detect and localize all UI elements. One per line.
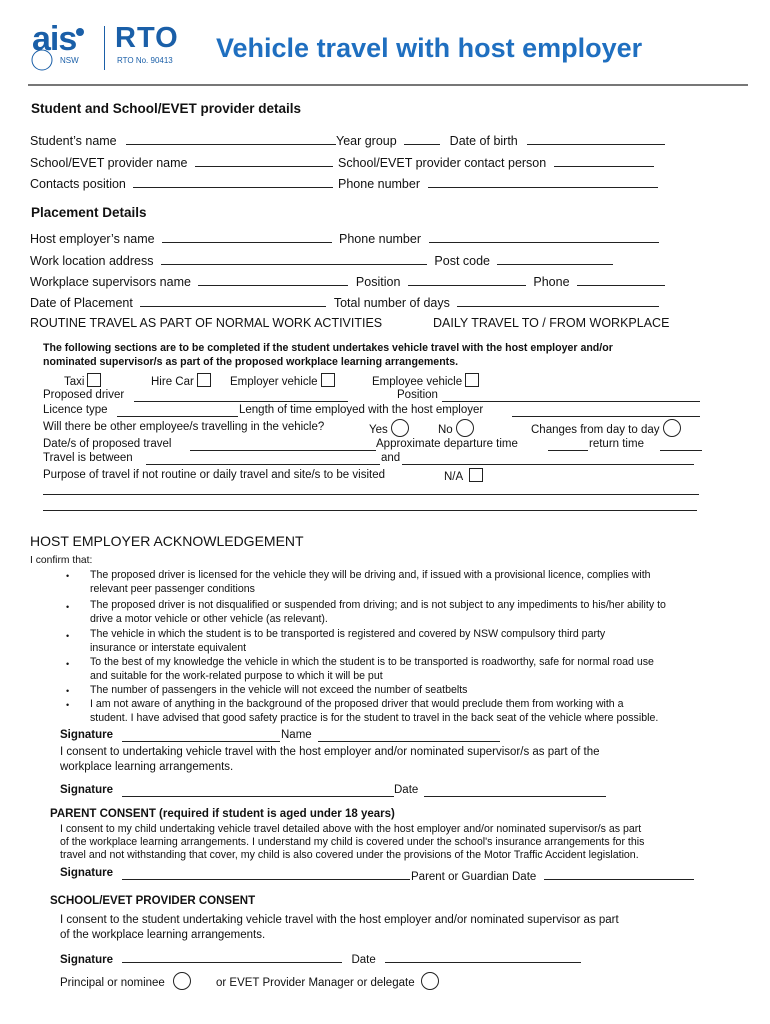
ack-bullet-1-line1: The proposed driver is licensed for the vehicle they will be driving and, if issued with a provisional licence, complies with bbox=[90, 569, 651, 581]
student-signature-label: Signature bbox=[60, 784, 114, 796]
supervisors-name-field[interactable] bbox=[198, 273, 348, 286]
ack-heading: HOST EMPLOYER ACKNOWLEDGEMENT bbox=[30, 533, 304, 549]
ack-bullet-3-line2: insurance or interstate equivalent bbox=[90, 642, 247, 654]
total-days-label: Total number of days bbox=[333, 296, 450, 310]
school-signature-field[interactable] bbox=[122, 950, 342, 963]
evet-manager-label: or EVET Provider Manager or delegate bbox=[216, 977, 415, 989]
host-name-field[interactable] bbox=[318, 741, 500, 742]
school-date-field[interactable] bbox=[385, 950, 581, 963]
phone-number-row bbox=[338, 175, 658, 191]
hire-car-option bbox=[151, 373, 211, 388]
employee-vehicle-option bbox=[372, 373, 479, 388]
ack-bullet-2-line2: drive a motor vehicle or other vehicle (as relevant). bbox=[90, 613, 328, 625]
return-time-field[interactable] bbox=[660, 450, 702, 451]
yes-radio[interactable] bbox=[391, 419, 409, 437]
host-phone-row bbox=[339, 230, 659, 246]
parent-line2: of the workplace learning arrangements. I understand my child is covered under the school's insurance arrangements for this bbox=[60, 836, 645, 848]
travel-instruction-line1: The following sections are to be completed if the student undertakes vehicle travel with the host employer and/or bbox=[43, 342, 613, 354]
no-label: No bbox=[438, 424, 453, 436]
purpose-field-line1[interactable] bbox=[43, 494, 699, 495]
employer-vehicle-option bbox=[230, 373, 335, 388]
approx-departure-label: Approximate departure time bbox=[376, 438, 518, 450]
year-group-label: Year group bbox=[336, 134, 397, 148]
school-contact-row bbox=[338, 154, 654, 170]
total-days-field[interactable] bbox=[457, 294, 659, 307]
supervisors-name-label: Workplace supervisors name bbox=[30, 275, 191, 289]
taxi-option bbox=[64, 373, 101, 388]
school-line1: I consent to the student undertaking vehicle travel with the host employer and/or nominated supervisor as part bbox=[60, 914, 619, 926]
school-heading: SCHOOL/EVET PROVIDER CONSENT bbox=[50, 895, 256, 907]
parent-signature-label: Signature bbox=[60, 867, 114, 879]
host-phone-field[interactable] bbox=[429, 230, 659, 243]
student-date-field[interactable] bbox=[424, 796, 606, 797]
bullet-marker: • bbox=[66, 686, 70, 696]
bullet-marker: • bbox=[66, 659, 70, 669]
hire-car-checkbox[interactable] bbox=[197, 373, 211, 387]
driver-position-field[interactable] bbox=[442, 401, 700, 402]
student-section-heading: Student and School/EVET provider details bbox=[31, 101, 302, 116]
na-checkbox[interactable] bbox=[469, 468, 483, 482]
parent-line3: travel and not withstanding that cover, my child is also covered under the provisions of the Motor Traffic Accident legislation. bbox=[60, 849, 639, 861]
na-label: N/A bbox=[444, 471, 464, 483]
travel-between-label: Travel is between bbox=[43, 452, 133, 464]
evet-manager-option bbox=[216, 972, 439, 990]
hire-car-label: Hire Car bbox=[151, 376, 194, 388]
date-of-birth-label: Date of birth bbox=[449, 134, 518, 148]
school-signature-row bbox=[60, 950, 581, 966]
parent-line1: I consent to my child undertaking vehicle travel detailed above with the host employer and/or nominated supervisor/s as part bbox=[60, 823, 642, 835]
ack-bullet-3-line1: The vehicle in which the student is to be transported is registered and covered by NSW compulsory third party bbox=[90, 628, 606, 640]
students-name-field[interactable] bbox=[126, 132, 336, 145]
host-signature-field[interactable] bbox=[122, 741, 280, 742]
ais-logo-sub: NSW bbox=[60, 56, 79, 65]
return-time-label: return time bbox=[589, 438, 644, 450]
school-provider-contact-field[interactable] bbox=[554, 154, 654, 167]
host-employer-row bbox=[30, 230, 332, 246]
work-location-label: Work location address bbox=[30, 254, 154, 268]
school-provider-name-label: School/EVET provider name bbox=[30, 156, 188, 170]
licence-type-label: Licence type bbox=[43, 404, 108, 416]
placement-section-heading: Placement Details bbox=[31, 205, 147, 220]
contacts-position-label: Contacts position bbox=[30, 177, 126, 191]
page-title: Vehicle travel with host employer bbox=[216, 33, 643, 63]
date-of-birth-field[interactable] bbox=[527, 132, 665, 145]
rto-logo-text: RTO bbox=[115, 22, 179, 54]
post-code-label: Post code bbox=[434, 254, 490, 268]
routine-travel-option[interactable]: ROUTINE TRAVEL AS PART OF NORMAL WORK ACTIVITIES bbox=[30, 316, 383, 330]
yes-option bbox=[369, 419, 409, 437]
parent-date-label: Parent or Guardian Date bbox=[411, 871, 537, 883]
yes-label: Yes bbox=[369, 424, 388, 436]
na-option bbox=[444, 468, 483, 483]
no-radio[interactable] bbox=[456, 419, 474, 437]
principal-label: Principal or nominee bbox=[60, 977, 165, 989]
school-signature-label: Signature bbox=[60, 954, 114, 966]
parent-signature-field[interactable] bbox=[122, 879, 410, 880]
rto-number: RTO No. 90413 bbox=[117, 56, 173, 65]
dates-proposed-label: Date/s of proposed travel bbox=[43, 438, 172, 450]
host-name-label: Name bbox=[281, 729, 312, 741]
daily-travel-option[interactable]: DAILY TRAVEL TO / FROM WORKPLACE bbox=[433, 316, 670, 330]
evet-manager-radio[interactable] bbox=[421, 972, 439, 990]
work-location-row bbox=[30, 252, 613, 268]
ack-confirm: I confirm that: bbox=[30, 555, 93, 566]
travel-between-field[interactable] bbox=[146, 464, 380, 465]
school-provider-row bbox=[30, 154, 333, 170]
supervisor-phone-label: Phone bbox=[533, 275, 570, 289]
approx-departure-field[interactable] bbox=[548, 450, 588, 451]
ais-logo-text: ais bbox=[32, 20, 77, 58]
school-date-label: Date bbox=[351, 954, 376, 966]
date-placement-row bbox=[30, 294, 659, 310]
purpose-field-line2[interactable] bbox=[43, 510, 697, 511]
phone-number-label: Phone number bbox=[338, 177, 421, 191]
ack-bullet-6-line2: student. I have advised that good safety practice is for the student to travel in the back seat of the vehicle where possible. bbox=[90, 712, 659, 724]
purpose-label: Purpose of travel if not routine or daily travel and site/s to be visited bbox=[43, 469, 385, 481]
year-group-field[interactable] bbox=[404, 132, 440, 145]
changes-label: Changes from day to day bbox=[531, 424, 660, 436]
bullet-marker: • bbox=[66, 700, 70, 710]
date-of-placement-label: Date of Placement bbox=[30, 296, 133, 310]
supervisor-row bbox=[30, 273, 665, 289]
length-employed-field[interactable] bbox=[512, 416, 700, 417]
employee-vehicle-checkbox[interactable] bbox=[465, 373, 479, 387]
post-code-field[interactable] bbox=[497, 252, 613, 265]
ack-bullet-5-line1: The number of passengers in the vehicle will not exceed the number of seatbelts bbox=[90, 684, 468, 696]
driver-position-label: Position bbox=[397, 389, 438, 401]
supervisor-position-field[interactable] bbox=[408, 273, 526, 286]
employee-vehicle-label: Employee vehicle bbox=[372, 376, 463, 388]
ack-bullet-3 bbox=[90, 627, 730, 655]
proposed-driver-field[interactable] bbox=[134, 401, 348, 402]
ack-bullet-5 bbox=[90, 683, 730, 697]
host-signature-label: Signature bbox=[60, 729, 114, 741]
ack-bullet-4-line1: To the best of my knowledge the vehicle in which the student is to be transported is roadworthy, safe for normal road use bbox=[90, 656, 654, 668]
phone-number-field[interactable] bbox=[428, 175, 658, 188]
school-provider-contact-label: School/EVET provider contact person bbox=[338, 156, 547, 170]
students-name-row bbox=[30, 132, 336, 148]
bullet-marker: • bbox=[66, 602, 70, 612]
ack-bullet-2-line1: The proposed driver is not disqualified or suspended from driving; and is not subject to any impediments to his/her ability to bbox=[90, 599, 666, 611]
travel-and-label: and bbox=[381, 452, 401, 464]
ack-bullet-2 bbox=[90, 598, 730, 626]
ack-bullet-4-line2: and suitable for the work-related purpose to which it will be put bbox=[90, 670, 383, 682]
ack-bullet-1 bbox=[90, 568, 730, 596]
host-phone-label: Phone number bbox=[339, 232, 422, 246]
ack-bullet-1-line2: relevant peer passenger conditions bbox=[90, 583, 255, 595]
taxi-checkbox[interactable] bbox=[87, 373, 101, 387]
proposed-driver-label: Proposed driver bbox=[43, 389, 125, 401]
dates-proposed-field[interactable] bbox=[190, 450, 376, 451]
year-group-row bbox=[336, 132, 665, 148]
changes-radio[interactable] bbox=[663, 419, 681, 437]
travel-and-field[interactable] bbox=[402, 464, 694, 465]
host-employers-name-field[interactable] bbox=[162, 230, 332, 243]
ack-bullet-6-line1: I am not aware of anything in the background of the proposed driver that would preclude them from working with a bbox=[90, 698, 624, 710]
employer-vehicle-checkbox[interactable] bbox=[321, 373, 335, 387]
parent-date-field[interactable] bbox=[544, 867, 694, 880]
travel-instruction-line2: nominated supervisor/s as part of the proposed workplace learning arrangements. bbox=[43, 356, 459, 368]
ack-bullet-4 bbox=[90, 655, 730, 683]
contacts-position-field[interactable] bbox=[133, 175, 333, 188]
student-date-label: Date bbox=[394, 784, 419, 796]
no-option bbox=[438, 419, 474, 437]
student-signature-field[interactable] bbox=[122, 796, 394, 797]
students-name-label: Student’s name bbox=[30, 134, 117, 148]
ack-bullet-6 bbox=[90, 697, 730, 725]
other-employees-label: Will there be other employee/s travelling in the vehicle? bbox=[43, 421, 325, 433]
date-of-placement-field[interactable] bbox=[140, 294, 326, 307]
work-location-field[interactable] bbox=[161, 252, 427, 265]
contacts-position-row bbox=[30, 175, 333, 191]
header-rule bbox=[28, 84, 748, 86]
school-line2: of the workplace learning arrangements. bbox=[60, 929, 266, 941]
taxi-label: Taxi bbox=[64, 376, 85, 388]
supervisor-position-label: Position bbox=[355, 275, 401, 289]
logo-divider bbox=[104, 26, 105, 70]
parent-date-row bbox=[411, 867, 694, 883]
bullet-marker: • bbox=[66, 631, 70, 641]
host-employers-name-label: Host employer’s name bbox=[30, 232, 155, 246]
school-provider-name-field[interactable] bbox=[195, 154, 333, 167]
consent-line2: workplace learning arrangements. bbox=[60, 761, 234, 773]
supervisor-phone-field[interactable] bbox=[577, 273, 665, 286]
bullet-marker: • bbox=[66, 571, 70, 581]
parent-heading: PARENT CONSENT (required if student is aged under 18 years) bbox=[50, 808, 395, 820]
principal-radio[interactable] bbox=[173, 972, 191, 990]
principal-option bbox=[60, 972, 191, 990]
licence-type-field[interactable] bbox=[117, 416, 238, 417]
length-employed-label: Length of time employed with the host employer bbox=[239, 404, 484, 416]
consent-line1: I consent to undertaking vehicle travel with the host employer and/or nominated supervisor/s as part of the bbox=[60, 746, 600, 758]
employer-vehicle-label: Employer vehicle bbox=[230, 376, 318, 388]
changes-option bbox=[531, 419, 681, 437]
